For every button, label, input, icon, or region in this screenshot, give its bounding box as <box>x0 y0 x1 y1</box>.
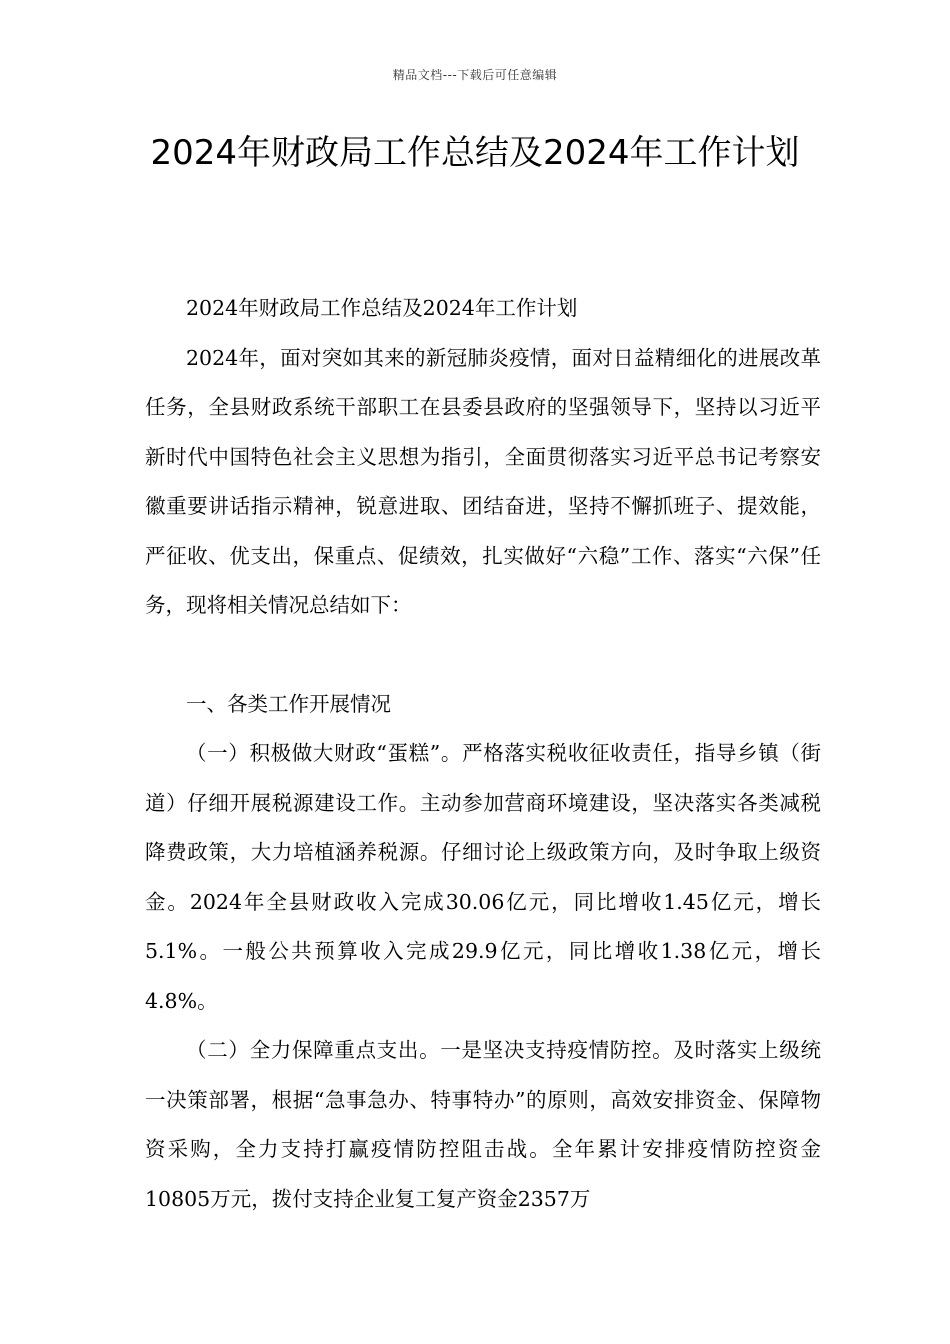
document-body <box>145 284 821 1224</box>
subtitle-paragraph: 2024年财政局工作总结及2024年工作计划 <box>186 296 578 320</box>
header-note: 精品文档---下载后可任意编辑 <box>392 68 558 82</box>
document-title: 2024年财政局工作总结及2024年工作计划 <box>150 133 800 173</box>
paragraph-revenue: （一）积极做大财政“蛋糕”。严格落实税收征收责任，指导乡镇（街道）仔细开展税源建设工作。主动参加营商环境建设，坚决落实各类减税降费政策，大力培植涵养税源。仔细讨论上级政策方向，及时争取上级资金。2024年全县财政收入完成30.06亿元，同比增收1.45亿元，增长5.1%。一般公共预算收入完成29.9亿元，同比增收1.38亿元，增长4.8%。 <box>145 741 821 1013</box>
intro-paragraph: 2024年，面对突如其来的新冠肺炎疫情，面对日益精细化的进展改革任务，全县财政系统干部职工在县委县政府的坚强领导下，坚持以习近平新时代中国特色社会主义思想为指引，全面贯彻落实习近平总书记考察安徽重要讲话指示精神，锐意进取、团结奋进，坚持不懈抓班子、提效能，严征收、优支出，保重点、促绩效，扎实做好“六稳”工作、落实“六保”任务，现将相关情况总结如下： <box>145 345 821 617</box>
section-heading: 一、各类工作开展情况 <box>186 691 391 716</box>
paragraph-expenditure: （二）全力保障重点支出。一是坚决支持疫情防控。及时落实上级统一决策部署，根据“急事急办、特事特办”的原则，高效安排资金、保障物资采购，全力支持打赢疫情防控阻击战。全年累计安排疫情防控资金10805万元，拨付支持企业复工复产资金2357万 <box>145 1038 821 1211</box>
